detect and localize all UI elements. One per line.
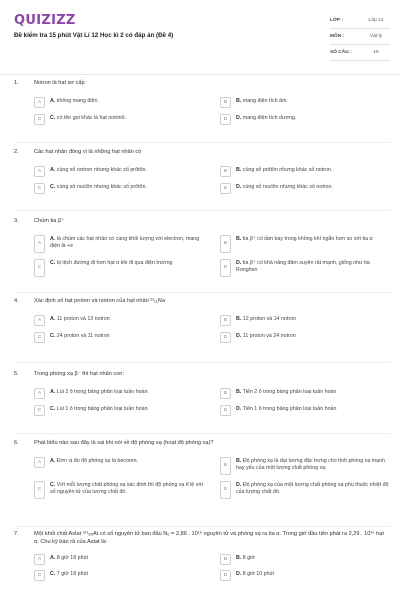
option-c[interactable]: C C. Với mỗi lượng chất phóng xạ xác định thì độ phóng xạ tỉ lệ với số nguyên tử của lượng chất đó. (34, 481, 204, 499)
option-letter-box: C (34, 183, 45, 194)
subject-label: MÔN : (330, 34, 345, 39)
option-text: 24 proton và 11 notron (56, 332, 110, 339)
option-letter-box: D (220, 332, 231, 343)
quizizz-logo: QUIZIZZ (14, 13, 76, 28)
option-c[interactable]: C C. 24 proton và 11 notron (34, 332, 204, 343)
class-label: LỚP : (330, 18, 344, 23)
question-divider (14, 292, 390, 293)
option-c[interactable]: C C. cùng số nuclôn nhưng khác số prôtôn. (34, 183, 204, 194)
question-number: 6. (14, 440, 19, 446)
question-divider (14, 210, 390, 211)
option-letter-box: D (220, 481, 231, 499)
question-text: Phát biểu nào sau đây là sai khi nói về độ phóng xạ (hoạt độ phóng xạ)? (34, 440, 214, 446)
question-5 (14, 371, 390, 416)
option-b[interactable]: B B. 12 proton và 14 notron (220, 315, 390, 326)
option-d[interactable]: D D. cùng số nuclôn nhưng khác số notron. (220, 183, 390, 194)
question-6 (14, 440, 390, 499)
option-d[interactable]: D D. mang điện tích dương. (220, 114, 390, 125)
option-text: bị lệch đường đi hơn hạt α khi đi qua điện trường (56, 259, 173, 266)
option-a[interactable]: A A. Đơn vị đo độ phóng xạ là becoren. (34, 457, 204, 475)
option-text: Độ phóng xạ của một lượng chất phóng xạ phụ thuộc nhiệt độ của lượng chất đó. (236, 481, 389, 495)
option-d[interactable]: D D. Độ phóng xạ của một lượng chất phóng xạ phụ thuộc nhiệt độ của lượng chất đó. (220, 481, 390, 499)
option-text: Tiến 1 ô trong bảng phân loại tuần hoàn (242, 405, 337, 412)
question-number: 2. (14, 149, 19, 155)
option-text: Lùi 2 ô trong bảng phân loại tuần hoàn (56, 388, 148, 395)
option-letter-box: D (220, 405, 231, 416)
question-number: 1. (14, 80, 19, 86)
worksheet-meta (330, 13, 390, 61)
option-text: mang điện tích dương. (242, 114, 297, 121)
option-a[interactable]: A A. 11 proton và 13 notron (34, 315, 204, 326)
option-text: Độ phóng xạ là đại lượng đặc trưng cho tính phóng xạ mạnh hay yếu của một lượng chất phóng xạ. (236, 457, 385, 471)
question-divider (14, 142, 390, 143)
option-b[interactable]: B B. Độ phóng xạ là đại lượng đặc trưng cho tính phóng xạ mạnh hay yếu của một lượng chất phóng xạ. (220, 457, 390, 475)
option-text: có tên gọi khác là hạt notrinô. (56, 114, 126, 121)
option-text: là chùm các hạt nhân có cùng khối lượng với electron, mang điện là +e (50, 235, 200, 249)
option-letter-box: C (34, 570, 45, 581)
option-text: 8 giờ 10 phút (242, 571, 274, 578)
option-text: 8 giờ (242, 555, 255, 562)
option-letter-box: A (34, 166, 45, 177)
option-d[interactable]: D D. Tiến 1 ô trong bảng phân loại tuần hoàn (220, 405, 390, 416)
option-c[interactable]: C C. 7 giờ 18 phút (34, 570, 204, 581)
option-letter-box: D (220, 570, 231, 581)
question-number: 7. (14, 531, 19, 537)
option-text: 11 proton và 24 notron (242, 332, 296, 339)
option-letter-box: B (220, 166, 231, 177)
option-b[interactable]: B B. cùng số prôtôn nhưng khác số notron. (220, 166, 390, 177)
option-a[interactable]: A A. là chùm các hạt nhân có cùng khối lượng với electron, mang điện là +e (34, 235, 204, 253)
option-letter-box: B (220, 457, 231, 475)
question-divider (14, 433, 390, 434)
option-d[interactable]: D D. 11 proton và 24 notron (220, 332, 390, 343)
option-c[interactable]: C C. có tên gọi khác là hạt notrinô. (34, 114, 204, 125)
question-1 (14, 80, 390, 125)
option-text: 7 giờ 18 phút (56, 571, 88, 578)
option-letter-box: B (220, 315, 231, 326)
question-divider (14, 526, 390, 527)
option-d[interactable]: D D. tia β⁺ có khả năng đâm xuyên rất mạnh, giống như tia Ronghen (220, 259, 390, 277)
page-title: Đề kiểm tra 15 phút Vật Lí 12 Học kì 2 có đáp án (Đề 4) (14, 32, 174, 39)
worksheet-header (0, 0, 400, 72)
question-count-label: SỐ CÂU : (330, 50, 352, 55)
question-divider (14, 362, 390, 363)
option-letter-box: D (220, 183, 231, 194)
question-7 (14, 531, 390, 581)
question-2 (14, 149, 390, 194)
option-b[interactable]: B B. mang điện tích âm. (220, 97, 390, 108)
question-text: Notron là hạt sơ cấp (34, 80, 85, 86)
option-text: Với mỗi lượng chất phóng xạ xác định thì độ phóng xạ tỉ lệ với số nguyên tử của lượng chất đó. (50, 481, 203, 495)
option-letter-box: A (34, 315, 45, 326)
option-letter-box: D (220, 114, 231, 125)
option-letter-box: C (34, 332, 45, 343)
option-text: cùng số prôtôn nhưng khác số notron. (242, 166, 333, 173)
option-a[interactable]: A A. Lùi 2 ô trong bảng phân loại tuần hoàn (34, 388, 204, 399)
question-number: 5. (14, 371, 19, 377)
option-text: cùng số nuclôn nhưng khác số prôtôn. (56, 183, 147, 190)
question-count-value: 10 (373, 50, 379, 55)
option-letter-box: A (34, 554, 45, 565)
question-text: Chùm tia β⁺ (34, 218, 65, 224)
question-number: 3. (14, 218, 19, 224)
option-text: không mang điện. (56, 97, 99, 104)
option-letter-box: A (34, 97, 45, 108)
option-text: Lùi 1 ô trong bảng phân loại tuần hoàn (56, 405, 148, 412)
option-c[interactable]: C C. bị lệch đường đi hơn hạt α khi đi qua điện trường (34, 259, 204, 277)
option-text: tia β⁺ có tầm bay trong không khí ngắn hơn so với tia α (242, 235, 373, 242)
option-text: Tiến 2 ô trong bảng phân loại tuần hoàn (242, 388, 337, 395)
option-letter-box: A (34, 235, 45, 253)
question-text: Trong phóng xạ β⁻ thì hạt nhân con: (34, 371, 124, 377)
option-letter-box: C (34, 405, 45, 416)
class-value: Lớp 12 (368, 18, 384, 23)
option-letter-box: B (220, 554, 231, 565)
option-letter-box: B (220, 235, 231, 253)
question-text: Xác định số hạt proton và notron của hạt nhân ²³₁₁Na (34, 298, 165, 304)
option-d[interactable]: D D. 8 giờ 10 phút (220, 570, 390, 581)
option-text: cùng số nuclôn nhưng khác số notron. (242, 183, 333, 190)
option-letter-box: C (34, 114, 45, 125)
option-letter-box: D (220, 259, 231, 277)
option-letter-box: B (220, 97, 231, 108)
option-text: Đơn vị đo độ phóng xạ là becoren. (56, 457, 139, 464)
question-number: 4. (14, 298, 19, 304)
option-text: 12 proton và 14 notron (242, 315, 297, 322)
option-c[interactable]: C C. Lùi 1 ô trong bảng phân loại tuần hoàn (34, 405, 204, 416)
option-text: cùng số nơtron nhưng khác số prôtôn. (56, 166, 147, 173)
option-letter-box: B (220, 388, 231, 399)
option-text: mang điện tích âm. (242, 97, 288, 104)
option-letter-box: C (34, 481, 45, 499)
question-text: Một khối chất Astat ²¹¹₈₅At có số nguyên tử ban đầu N₀ = 2,86 . 10¹⁶ nguyên tử và phóng xạ ra tia α. Trong giờ đầu tiên phát ra 2,29 . 10¹⁵ hạt α. Chu kỳ bán rã của Astat là: (34, 531, 384, 545)
option-text: 11 proton và 13 notron (56, 315, 110, 322)
option-letter-box: A (34, 457, 45, 468)
option-a[interactable]: A A. cùng số nơtron nhưng khác số prôtôn. (34, 166, 204, 177)
option-b[interactable]: B B. 8 giờ (220, 554, 390, 565)
option-a[interactable]: A A. 8 giờ 18 phút (34, 554, 204, 565)
option-b[interactable]: B B. tia β⁺ có tầm bay trong không khí ngắn hơn so với tia α (220, 235, 390, 253)
question-text: Các hạt nhân đồng vị là những hạt nhân có (34, 149, 142, 155)
option-text: 8 giờ 18 phút (56, 555, 88, 562)
question-4 (14, 298, 390, 343)
subject-value: Vật lý (370, 34, 382, 39)
option-a[interactable]: A A. không mang điện. (34, 97, 204, 108)
question-3 (14, 218, 390, 277)
option-text: tia β⁺ có khả năng đâm xuyên rất mạnh, giống như tia Ronghen (236, 259, 370, 273)
option-letter-box: C (34, 259, 45, 277)
option-b[interactable]: B B. Tiến 2 ô trong bảng phân loại tuần hoàn (220, 388, 390, 399)
option-letter-box: A (34, 388, 45, 399)
header-divider (0, 74, 400, 75)
